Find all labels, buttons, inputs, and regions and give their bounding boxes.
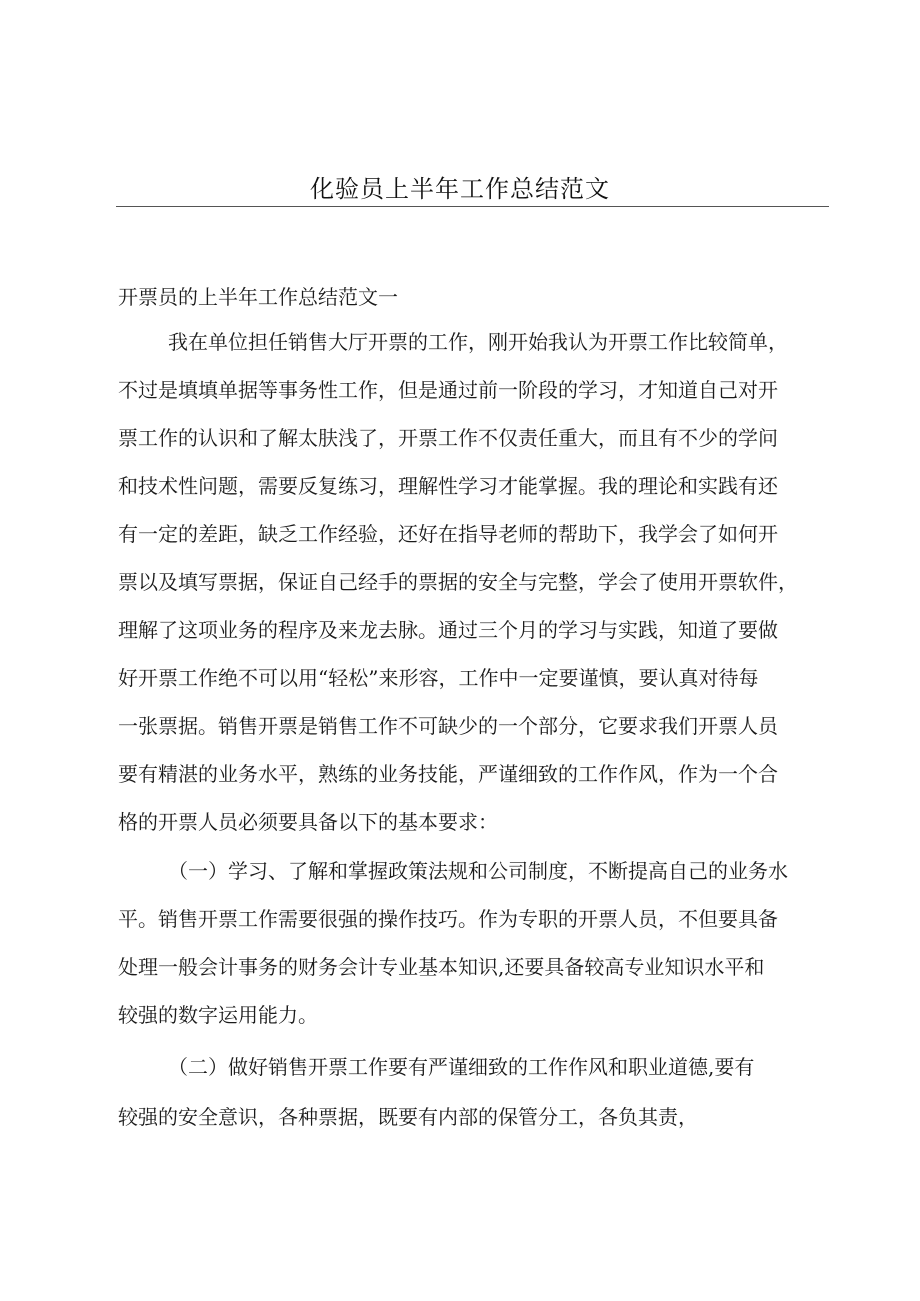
title-underline [116,206,829,207]
paragraph-line: 不过是填填单据等事务性工作，但是通过前一阶段的学习，才知道自己对开 [118,378,778,402]
document-title: 化验员上半年工作总结范文 [310,175,610,203]
paragraph-line: 一张票据。销售开票是销售工作不可缺少的一个部分，它要求我们开票人员 [118,714,778,738]
paragraph-line: 好开票工作绝不可以用“轻松”来形容，工作中一定要谨慎，要认真对待每 [118,666,759,690]
paragraph-line: 票以及填写票据，保证自己经手的票据的安全与完整，学会了使用开票软件， [118,570,798,594]
paragraph-line: 我在单位担任销售大厅开票的工作，刚开始我认为开票工作比较简单， [168,330,788,354]
paragraph-line: 理解了这项业务的程序及来龙去脉。通过三个月的学习与实践，知道了要做 [118,618,778,642]
paragraph-line: 票工作的认识和了解太肤浅了，开票工作不仅责任重大，而且有不少的学问 [118,426,778,450]
paragraph-line: 格的开票人员必须要具备以下的基本要求： [118,810,498,834]
paragraph-line: （二）做好销售开票工作要有严谨细致的工作作风和职业道德,要有 [168,1055,755,1079]
paragraph-line: （一）学习、了解和掌握政策法规和公司制度，不断提高自己的业务水 [168,859,788,883]
paragraph-line: 较强的数字运用能力。 [118,1003,318,1027]
paragraph-line: 较强的安全意识，各种票据，既要有内部的保管分工，各负其责， [118,1105,698,1129]
paragraph-line: 处理一般会计事务的财务会计专业基本知识,还要具备较高专业知识水平和 [118,955,765,979]
paragraph-line: 平。销售开票工作需要很强的操作技巧。作为专职的开票人员，不但要具备 [118,907,778,931]
paragraph-line: 和技术性问题，需要反复练习，理解性学习才能掌握。我的理论和实践有还 [118,474,778,498]
paragraph-line: 有一定的差距，缺乏工作经验，还好在指导老师的帮助下，我学会了如何开 [118,522,778,546]
section-heading: 开票员的上半年工作总结范文一 [118,285,398,309]
paragraph-line: 要有精湛的业务水平，熟练的业务技能，严谨细致的工作作风，作为一个合 [118,762,778,786]
